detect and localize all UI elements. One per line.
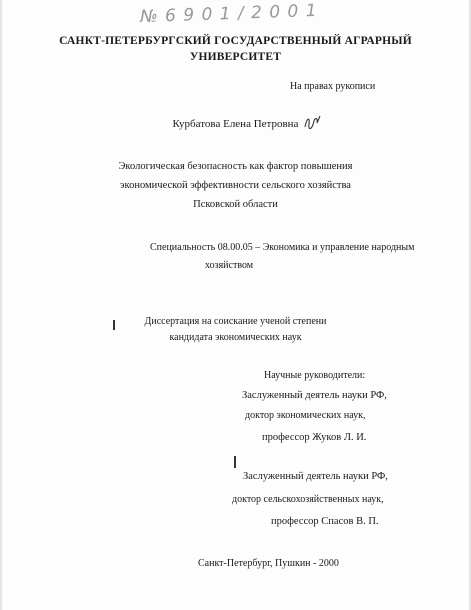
supervisor2-name: профессор Спасов В. П. (271, 516, 379, 527)
author-name: Курбатова Елена Петровна (172, 118, 299, 130)
supervisor1-title: Заслуженный деятель науки РФ, (242, 390, 387, 401)
specialty-line2: хозяйством (205, 260, 254, 271)
specialty-line1: Специальность 08.00.05 – Экономика и управление народным (150, 242, 415, 253)
thesis-title-line1: Экологическая безопасность как фактор повышения (118, 161, 353, 172)
scan-edge-left (0, 0, 2, 610)
university-name-line1: САНКТ-ПЕТЕРБУРГСКИЙ ГОСУДАРСТВЕННЫЙ АГРАРНЫЙ (59, 35, 412, 47)
supervisor2-degree: доктор сельскохозяйственных наук, (232, 494, 384, 505)
author-signature-icon (302, 112, 324, 134)
supervisor1-degree: доктор экономических наук, (245, 410, 366, 421)
thesis-title-line2: экономической эффективности сельского хозяйства (120, 180, 351, 191)
city-and-year: Санкт-Петербург, Пушкин - 2000 (198, 558, 339, 569)
dissertation-degree-line2: кандидата экономических наук (169, 332, 302, 343)
supervisor2-title: Заслуженный деятель науки РФ, (243, 471, 388, 482)
dissertation-degree-line1: Диссертация на соискание ученой степени (144, 316, 327, 327)
supervisor1-name: профессор Жуков Л. И. (262, 432, 367, 443)
thesis-title-line3: Псковской области (193, 199, 278, 210)
scan-mark (234, 456, 236, 468)
library-stamp: № 6 9 0 1 / 2 0 0 1 (139, 0, 318, 28)
manuscript-rights-note: На правах рукописи (290, 81, 376, 92)
university-name-line2: УНИВЕРСИТЕТ (189, 51, 282, 63)
supervisors-heading: Научные руководители: (264, 370, 366, 381)
